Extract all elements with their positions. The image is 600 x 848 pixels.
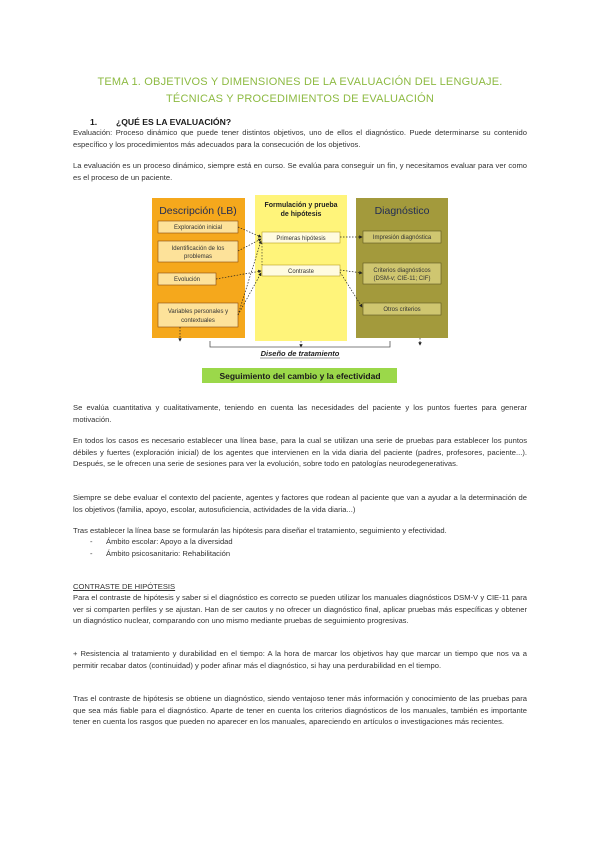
title-line-2: TÉCNICAS Y PROCEDIMIENTOS DE EVALUACIÓN <box>166 93 434 105</box>
paragraph-manuals: Para el contraste de hipótesis y saber si el diagnóstico es correcto se pueden utilizar los manuales diagnósticos DSM-V y CIE-11 para ver si comparten perfiles y se ajustan. Han de ser cautos y no ofrecer un diagnóstico final, aplicar pruebas más específicas y obtener un diagnóstico nuclear, comparando con uno mismo mediante pruebas de seguimiento progresivas. <box>73 593 527 625</box>
followup-label: Seguimiento del cambio y la efectividad <box>219 371 381 381</box>
paragraph-diagnosis: Tras el contraste de hipótesis se obtiene un diagnóstico, siendo ventajoso tener más información y conocimiento de las pruebas para que sea más fiable para el diagnóstico. Aparte de tener en cuenta los criterios diagnósticos de los manuales, también es importante tener en cuenta los rasgos que pueden no aparecer en los manuales, apareciendo en artículos o investigaciones más recientes. <box>73 694 527 726</box>
treatment-label: Diseño de tratamiento <box>260 349 340 358</box>
scope-list <box>90 536 233 559</box>
item-primeras-hipotesis-label: Primeras hipótesis <box>276 236 326 242</box>
item-contraste-label: Contraste <box>287 269 315 275</box>
item-identificacion-label-2: problemas <box>183 254 213 260</box>
paragraph-dynamic-process: La evaluación es un proceso dinámico, siempre está en curso. Se evalúa para conseguir un fin, y necesitamos evaluar para ver como es el proceso de un paciente. <box>73 161 527 182</box>
list-marker: - <box>90 537 93 546</box>
section-number: 1. <box>90 117 98 127</box>
hypothesis-title-line2: de hipótesis <box>280 211 322 218</box>
hypothesis-title-line1: Formulación y prueba <box>264 202 338 209</box>
paragraph-hypotheses: Tras establecer la línea base se formularán las hipótesis para diseñar el tratamiento, seguimiento y efectividad. <box>73 526 447 535</box>
paragraph-baseline: En todos los casos es necesario establecer una línea base, para la cual se utilizan una serie de pruebas para establecer los puntos débiles y fuertes (exploración inicial) de los agentes que intervienen en la vida diaria del paciente (padres, profesores, paciente...). Después, se le ofrecen una serie de sesiones para ver la evolución, sobre todo en patologías neurodegenerativas. <box>73 436 527 468</box>
paragraph-context: Siempre se debe evaluar el contexto del paciente, agentes y factores que rodean al paciente que van a ayudar a la determinación de los objetivos (familia, apoyo, escolar, autosuficiencia, actividades de la vida diaria...) <box>73 493 527 514</box>
evaluation-diagram <box>150 195 452 385</box>
item-variables-label-1: Variables personales y <box>167 309 229 315</box>
item-criterios-label-1: Criterios diagnósticos <box>373 268 431 274</box>
description-title: Descripción (LB) <box>159 205 237 217</box>
item-identificacion-label-1: Identificación de los <box>171 246 225 252</box>
paragraph-definition: Evaluación: Proceso dinámico que puede tener distintos objetivos, uno de ellos el diagnóstico. Puede determinarse su contenido específico y los procedimientos más adecuados para la consecución de los objetivos. <box>73 128 527 149</box>
document-title <box>60 74 540 108</box>
item-variables-label-2: contextuales <box>181 318 215 324</box>
paragraph-quantitative: Se evalúa cuantitativa y cualitativamente, teniendo en cuenta las necesidades del paciente y los puntos fuertes para generar motivación. <box>73 403 527 424</box>
item-criterios-label-2: (DSM-v; CIE-11; CIF) <box>373 276 431 282</box>
list-marker: - <box>90 548 93 558</box>
list-item: - Ámbito psicosanitario: Rehabilitación <box>90 548 231 558</box>
title-line-1: TEMA 1. OBJETIVOS Y DIMENSIONES DE LA EVALUACIÓN DEL LENGUAJE. <box>97 76 503 88</box>
item-otros-label: Otros criterios <box>383 307 421 313</box>
diagnosis-title: Diagnóstico <box>374 205 430 217</box>
item-evolucion-label: Evolución <box>173 277 201 283</box>
paragraph-resistance: + Resistencia al tratamiento y durabilidad en el tiempo: A la hora de marcar los objetivos hay que marcar un tiempo que nos va a permitir recabar datos (continuidad) y poder afinar más el diagnóstico, si hay una perdurabilidad en el tiempo. <box>73 649 527 670</box>
list-item: - Ámbito escolar: Apoyo a la diversidad <box>90 537 233 546</box>
section-title: ¿QUÉ ES LA EVALUACIÓN? <box>116 117 232 127</box>
subheading-contraste: CONTRASTE DE HIPÓTESIS <box>73 582 176 591</box>
section-heading <box>90 117 231 127</box>
item-exploracion-label: Exploración inicial <box>173 225 223 231</box>
item-impresion-label: Impresión diagnóstica <box>372 235 432 241</box>
